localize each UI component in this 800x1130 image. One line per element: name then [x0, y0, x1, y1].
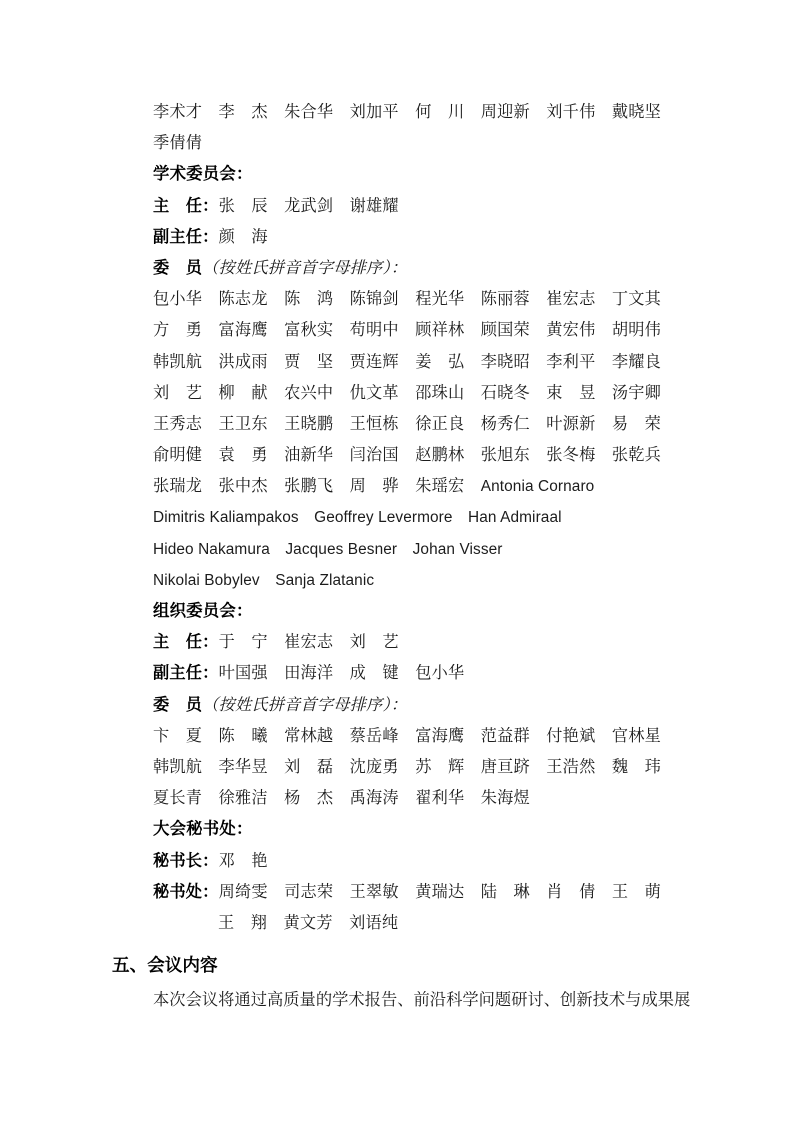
chair-names: 于 宁 崔宏志 刘 艺 — [218, 633, 399, 652]
member-row: Hideo Nakamura Jacques Besner Johan Visser — [153, 540, 503, 558]
member-row: 夏长青 徐雅洁 杨 杰 禹海涛 翟利华 朱海煜 — [153, 789, 530, 808]
vice-chair-label: 副主任： — [153, 227, 219, 246]
secretariat-office-label: 秘书处： — [153, 882, 219, 901]
academic-chair-row — [153, 191, 744, 222]
member-row: 俞明健 袁 勇 油新华 闫治国 赵鹏林 张旭东 张冬梅 张乾兵 — [153, 446, 662, 465]
vice-chair-names: 叶国强 田海洋 成 键 包小华 — [218, 664, 465, 683]
section-5-paragraph: 本次会议将通过高质量的学术报告、前沿科学问题研讨、创新技术与成果展 — [153, 990, 691, 1010]
academic-committee-title: 学术委员会： — [153, 165, 253, 184]
members-label: 委 员 — [153, 258, 203, 277]
member-row: 王秀志 王卫东 王晓鹏 王恒栋 徐正良 杨秀仁 叶源新 易 荣 — [153, 414, 662, 433]
member-row: 卞 夏 陈 曦 常林越 蔡岳峰 富海鹰 范益群 付艳斌 官林星 — [153, 726, 662, 745]
vice-chair-label: 副主任： — [153, 664, 219, 683]
advisor-names-row: 李术才 李 杰 朱合华 刘加平 何 川 周迎新 刘千伟 戴晓坚 — [153, 103, 662, 121]
member-row: 韩凯航 李华昱 刘 磊 沈庞勇 苏 辉 唐亘跻 王浩然 魏 玮 — [153, 757, 662, 776]
members-sort-note: （按姓氏拼音首字母排序）： — [202, 258, 408, 277]
vice-chair-names: 颜 海 — [218, 227, 268, 246]
members-label: 委 员 — [153, 695, 203, 714]
organizing-vice-chair-row — [153, 658, 744, 689]
chair-names: 张 辰 龙武剑 谢雄耀 — [218, 196, 399, 215]
advisor-names-row: 季倩倩 — [153, 134, 203, 153]
member-row: 刘 艺 柳 献 农兴中 仇文革 邵珠山 石晓冬 束 昱 汤宇卿 — [153, 383, 662, 402]
secretariat-office-row — [153, 877, 744, 908]
organizing-committee-title: 组织委员会： — [153, 602, 253, 620]
academic-vice-chair-row — [153, 222, 744, 253]
academic-members-header — [153, 253, 744, 284]
member-row: 张瑞龙 张中杰 张鹏飞 周 骅 朱瑶宏 Antonia Cornaro — [153, 477, 595, 496]
member-row: 方 勇 富海鹰 富秋实 苟明中 顾祥林 顾国荣 黄宏伟 胡明伟 — [153, 321, 662, 340]
member-row: Dimitris Kaliampakos Geoffrey Levermore Han Admiraal — [153, 509, 562, 527]
secretariat-office-row-continued: 王 翔 黄文芳 刘语纯 — [218, 913, 399, 932]
committee-lists — [153, 97, 744, 939]
member-row: 包小华 陈志龙 陈 鸿 陈锦剑 程光华 陈丽蓉 崔宏志 丁文其 — [153, 290, 662, 309]
organizing-members-header — [153, 690, 744, 721]
secretary-general-label: 秘书长： — [153, 851, 219, 870]
member-row: 韩凯航 洪成雨 贾 坚 贾连辉 姜 弘 李晓昭 李利平 李耀良 — [153, 352, 662, 371]
member-row: Nikolai Bobylev Sanja Zlatanic — [153, 571, 375, 589]
chair-label: 主 任： — [153, 196, 219, 215]
members-sort-note: （按姓氏拼音首字母排序）： — [202, 695, 408, 714]
section-5-heading: 五、会议内容 — [112, 955, 218, 976]
organizing-chair-row — [153, 627, 744, 658]
secretary-general-names: 邓 艳 — [218, 851, 268, 870]
secretariat-title: 大会秘书处： — [153, 820, 253, 839]
secretariat-office-names: 周绮雯 司志荣 王翠敏 黄瑞达 陆 琳 肖 倩 王 萌 — [218, 882, 662, 901]
secretary-general-row — [153, 846, 744, 877]
chair-label: 主 任： — [153, 633, 219, 652]
